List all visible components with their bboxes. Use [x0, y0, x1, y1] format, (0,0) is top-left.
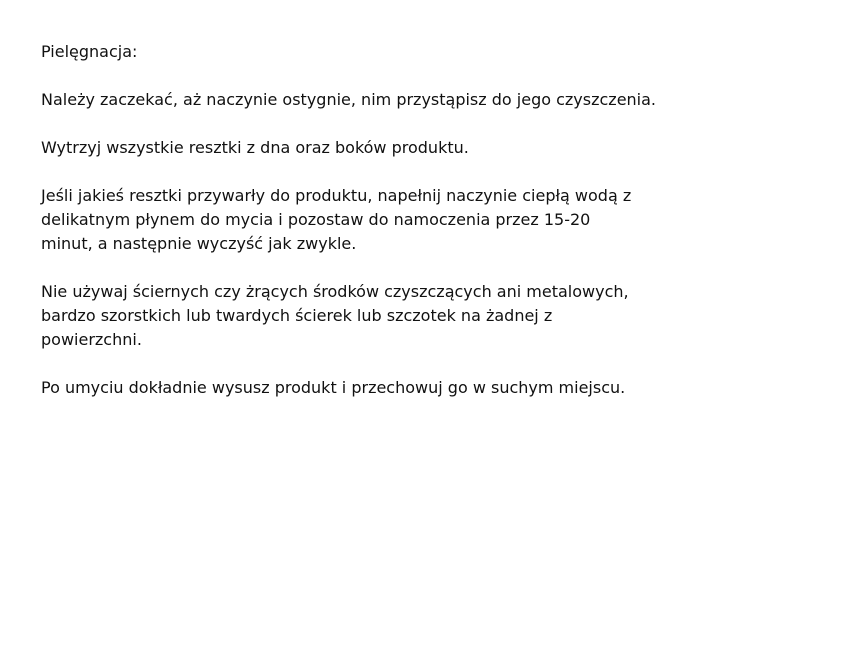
- paragraph-wipe-residue: [41, 136, 701, 160]
- paragraph-line: powierzchni.: [41, 330, 142, 349]
- paragraph-line: bardzo szorstkich lub twardych ścierek lub szczotek na żadnej z: [41, 306, 553, 325]
- paragraph-wait-to-cool: [41, 88, 701, 112]
- paragraph-line: Jeśli jakieś resztki przywarły do produktu, napełnij naczynie ciepłą wodą z: [41, 186, 632, 205]
- paragraph-line: Nie używaj ściernych czy żrących środków czyszczących ani metalowych,: [41, 282, 629, 301]
- paragraph-avoid-abrasives: [41, 280, 701, 352]
- paragraph-dry-and-store: [41, 376, 701, 400]
- paragraph-line: delikatnym płynem do mycia i pozostaw do namoczenia przez 15-20: [41, 210, 591, 229]
- heading-text: Pielęgnacja:: [41, 42, 138, 61]
- paragraph-soak-instructions: [41, 184, 701, 256]
- paragraph-line: Wytrzyj wszystkie resztki z dna oraz boków produktu.: [41, 138, 469, 157]
- paragraph-line: Należy zaczekać, aż naczynie ostygnie, nim przystąpisz do jego czyszczenia.: [41, 90, 657, 109]
- paragraph-line: minut, a następnie wyczyść jak zwykle.: [41, 234, 357, 253]
- document-body: [41, 40, 701, 424]
- document-heading: [41, 40, 701, 64]
- paragraph-line: Po umyciu dokładnie wysusz produkt i przechowuj go w suchym miejscu.: [41, 378, 626, 397]
